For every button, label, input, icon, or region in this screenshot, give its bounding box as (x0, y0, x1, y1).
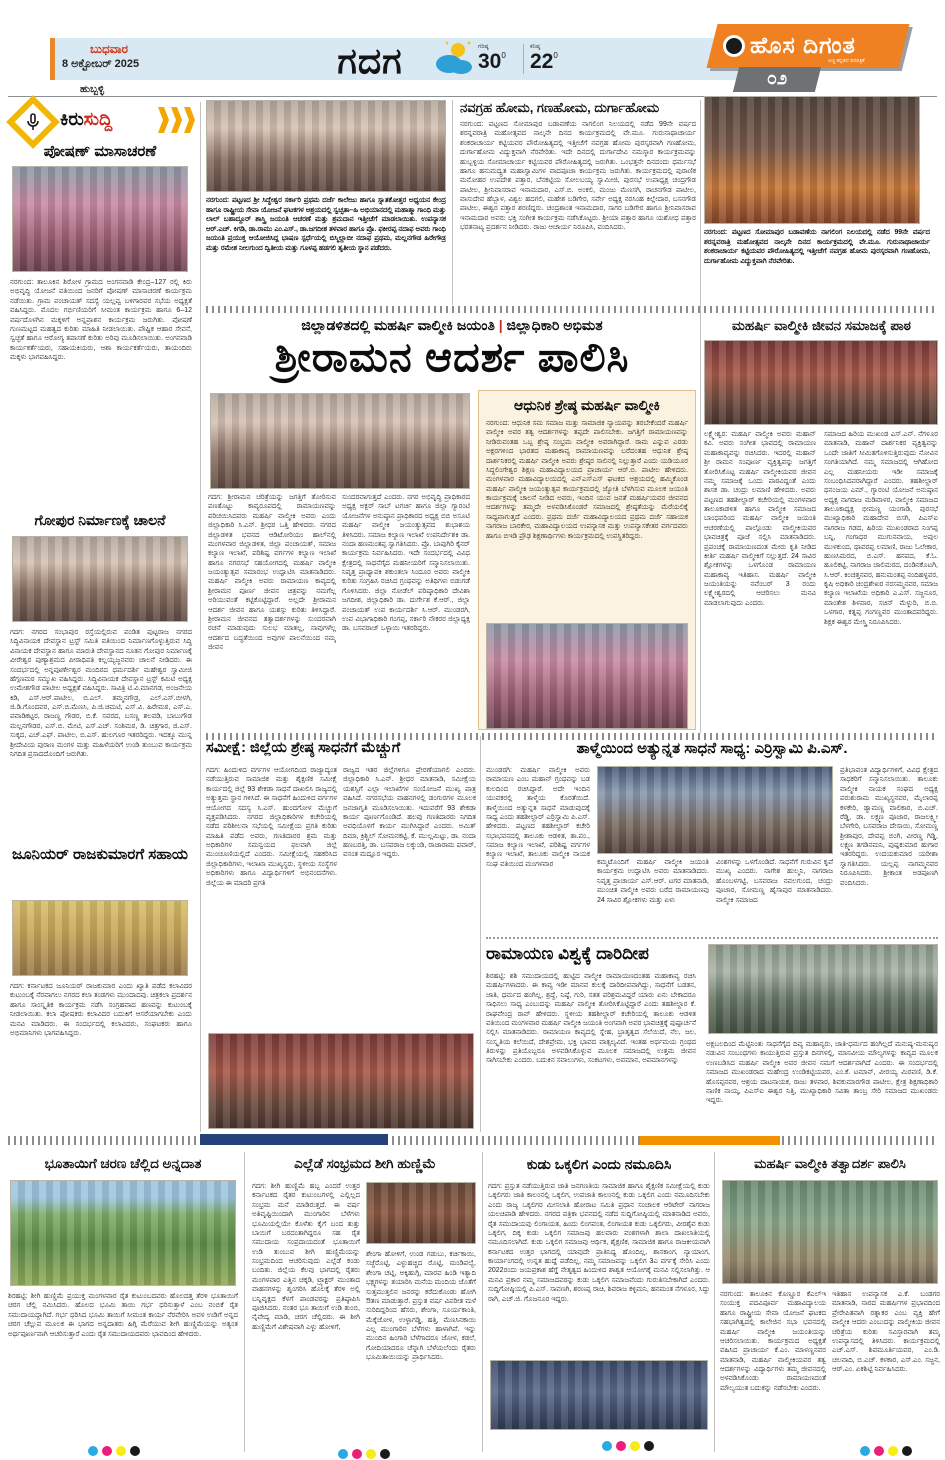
homa-photo-caption: ನರಗುಂದ: ಪಟ್ಟಣದ ಸೋಮಾಪುರ ಬಡಾವಣೆಯ ನಾಗಲಿಂಗ ನಿಲಯದಲ್ಲಿ ನಡೆದ 99ನೇ ವರ್ಷದ ಶರನ್ನವರಾತ್ರಿ ಮಹೋತ್ಸವದ ನಾಲ್ಕನೇ ದಿನದ ಕಾರ್ಯಕ್ರಮದಲ್ಲಿ ವೇ.ಮೂ. ಗುರುನಾಥಾಚಾರ್ಯ ಶಂಕರಾಚಾರ್ಯ ಕಟ್ಟಿಯವರ ಪೌರೋಹಿತ್ಯದಲ್ಲಿ ಇತ್ತೀಚೆಗೆ ನವಗ್ರಹ ಹೋಮ ಪುರಸ್ಕರವಾಗಿ ಗಣಹೋಮ, ದುರ್ಗಾಹೋಮ ವಿದ್ಯುಕ್ತವಾಗಿ ನೆರವೇರಿತು. (704, 229, 930, 265)
ramayana-headline: ರಾಮಾಯಣ ವಿಶ್ವಕ್ಕೆ ದಾರಿದೀಪ (486, 944, 649, 963)
weather-min-degree: 0 (553, 51, 558, 60)
junior-photo (12, 900, 188, 976)
weather-min-value: 22 (530, 50, 554, 73)
weather-min (530, 44, 572, 73)
ramayana-body: ಶಿರಹಟ್ಟಿ: ಶಶಿ ಸಮುದಾಯದಲ್ಲಿ ಹುಟ್ಟಿದ ವಾಲ್ಮೀಕಿ ರಾಮಾಯಣದಂತಹ ಮಹಾಕಾವ್ಯ ರಚಿಸಿ ಮಹರ್ಷಿಗಳಾದರು. ಈ ಕಾವ್ಯ ಇಡೀ ಮಾನವ ಕುಲಕ್ಕೆ ದಾರಿದೀಪವಾಗಿದ್ದು, ಸಾಧನೆಗೆ ಬಡತನ, ಜಾತಿ, ಧರ್ಮದ ಹಂಗಿಲ್ಲ, ಶ್ರದ್ಧೆ, ನಿಷ್ಠೆ, ಗುರಿ, ಸತತ ಪರಿಶ್ರಮವಿದ್ದರೆ ಯಾರು ಏನು ಬೇಕಾದರೂ ಸಾಧಿಸಲು ಸಾಧ್ಯ ಎಂಬುದನ್ನು ಮಹರ್ಷಿ ವಾಲ್ಮೀಕಿ ತೋರಿಸಿಕೊಟ್ಟಿದ್ದಾರೆ ಎಂದು ತಹಶೀಲ್ದಾರ ಕೆ. ರಾಘವೇಂದ್ರ ರಾವ್ ಹೇಳಿದರು. ಸ್ಥಳೀಯ ತಹಶೀಲ್ದಾರ್ ಕಚೇರಿಯಲ್ಲಿ ತಾಲೂಕು ಆಡಳಿತ ವತಿಯಿಂದ ಮಂಗಳವಾರ ಮಹರ್ಷಿ ವಾಲ್ಮೀಕಿ ಜಯಂತಿ ಅಂಗವಾಗಿ ಅವರ ಭಾವಚಿತ್ರಕ್ಕೆ ಪುಷ್ಪಾರ್ಚನೆ ಸಲ್ಲಿಸಿ ಮಾತನಾಡಿದರು. ರಾಮಾಯಣ ಕಾವ್ಯದಲ್ಲಿ ಸ್ನೇಹ, ಭ್ರಾತೃತ್ವದ ಸೆಲೆಯಿದೆ, ನೆಲ, ಜಲ, ಸಂಸ್ಕೃತಿಯ ಕಲೆಯಿದೆ, ದೇಶಪ್ರೇಮ, ಭಕ್ತಿ ಭಾವದ ವಾತ್ಸಲ್ಯವಿದೆ. ಇಂತಹ ಅರ್ಥಮಯ ಗ್ರಂಥದ ತಿರುಳನ್ನು ಪ್ರತಿಯೊಬ್ಬರೂ ಅಳವಡಿಸಿಕೊಳ್ಳುವ ಮೂಲಕ ಸಮಾಜದಲ್ಲಿ ಉತ್ತಮ ಜೀವನ ಸಾಗಿಸಬೇಕು ಎಂದರು. ಬದುಕಿನ ಸವಾಲುಗಳು, ಸಂಕಟಗಳು, ಅವಮಾನ, ಅಪಮಾನಗಳನ್ನು (486, 973, 696, 1065)
separator-top (206, 306, 938, 313)
bottom-rule-3 (714, 1152, 715, 1452)
black-dot-icon (644, 1441, 654, 1451)
cmyk-dots-2 (336, 1446, 392, 1460)
cmyk-dots-4 (858, 1443, 914, 1460)
kicker-divider: | (498, 317, 503, 333)
yellow-dot-icon (366, 1449, 376, 1459)
cyan-dot-icon (602, 1441, 612, 1451)
header (0, 0, 945, 98)
homa-headline: ನವಗ್ರಹ ಹೋಮ, ಗಣಹೋಮ, ದುರ್ಗಾಹೋಮ (460, 100, 660, 115)
poshan-photo (12, 166, 188, 272)
tatva-body-col2: ಇತಿಹಾಸ ಉಪನ್ಯಾಸಕ ಎ.ಕೆ. ಬಂಡಗರ ಮಾತನಾಡಿ, ನಾರದ ಮಹರ್ಷಿಗಳ ಪ್ರಭಾವದಿಂದ ಪ್ರೇರೇಪಿತವಾಗಿ ರತ್ನಾಕರ ಎಂಬ ವ್ಯಕ್ತಿ ಹೇಗೆ ವಾಲ್ಮೀಕಿ ಆದರು ಎಂಬುದನ್ನು ವಾಲ್ಮೀಕಿಯ ಜೀವನ ಚರಿತ್ರೆಯ ಕುರಿತು ಸವಿಸ್ತಾರವಾಗಿ ತಮ್ಮ ಉಪನ್ಯಾಸದಲ್ಲಿ ತಿಳಿಸಿದರು. ಕಾರ್ಯಕ್ರಮದಲ್ಲಿ ಎಚ್.ಎಸ್. ಶಿವಮೂರ್ತಿಯವರ, ಎಂ.ಡಿ. ಚಲವಾದಿ, ಬಿ.ಎಚ್. ಕಳಕಾರ, ಎಸ್.ಎಂ. ಸಜ್ಜನ, ಆರ್.ಎಂ. ಏಕಶಿಟ್ಟಿ ನಿರ್ವಹಿಸಿದರು. (832, 1291, 940, 1373)
homa-body: ನರಗುಂದ: ಪಟ್ಟಣದ ಸೋಮಾಪುರ ಬಡಾವಣೆಯ ನಾಗಲಿಂಗ ನಿಲಯದಲ್ಲಿ ನಡೆದ 99ನೇ ವರ್ಷದ ಶರನ್ನವರಾತ್ರಿ ಮಹೋತ್ಸವದ ನಾಲ್ಕನೇ ದಿನದ ಕಾರ್ಯಕ್ರಮದಲ್ಲಿ ವೇ.ಮೂ. ಗುರುನಾಥಾಚಾರ್ಯ ಶಂಕರಾಚಾರ್ಯ ಕಟ್ಟಿಯವರ ಪೌರೋಹಿತ್ಯದಲ್ಲಿ ಇತ್ತೀಚೆಗೆ ನವಗ್ರಹ ಹೋಮ ಪುರಸ್ಕರವಾಗಿ ಗಣಹೋಮ, ದುರ್ಗಾಹೋಮ ವಿದ್ಯುಕ್ತವಾಗಿ ನೆರವೇರಿತು. ಇದೇ ದಿನದಲ್ಲಿ ದುರ್ಗಾದೇವಿ ನಮಸ್ಕಾರ ಕಾರ್ಯಕ್ರಮವನ್ನು ಹುಬ್ಬಳ್ಳಿಯ ಸೋಮಾಚಾರ್ಯ ಕಟ್ಟಿಯವರ ಪೌರೋಹಿತ್ಯದಲ್ಲಿ ಜರುಗಿತು. ಒಂಭತ್ತನೇ ದಿನದಂದು ಧರ್ಮಸಭೆ ಹಾಗೂ ಹನುಮದ್ವ್ರತ ಮಹಾಸ್ವಾಮಿಗಳ ವಾದಪೂಜಾ ಕಾರ್ಯಕ್ರಮ ಜರುಗಿತು. ಕಾರ್ಯಕ್ರಮದಲ್ಲಿ ಪುರಾಣಿಕ ಮನೋಹರ ಉಪದೇಶ ಪತ್ತಾರ, ಬೆನಕಟ್ಟಿಯ ಸೋಲಬಯ್ಯ ಸ್ವಾಮೀಜಿ, ಪುರಸಭೆ ಉಪಾಧ್ಯಕ್ಷ ಚಂದ್ರಗೌಡ ಪಾಟೀಲ, ಶ್ರೀನಿವಾಸರಾವ ಇನಾಮದಾರ, ಎಸ್.ಬಿ. ಅಂಕಲಿ, ಮಂಜು ಮೆಣಸಗಿ, ರಾಚನಗೌಡ ಪಾಟೀಲ, ವಾಸುದೇವ ಹೆಬ್ಬಾಳ, ವಿಶ್ವಲ ಹದಗಲಿ, ಮಹೇಶ ಬಡಿಗೇರ, ಸರ್ವೇ ಅಧ್ಯಕ್ಷ ನರಸಿಂಹ ಕಿಲ್ಲೇದಾರ, ಬಸನಗೌಡ ಪಾಟೀಲ, ಈಶ್ವರ ಪತ್ತಾರ ಶರಣಿದ್ದರು. ಚಂದ್ರಶಾಂತ ಇನಾಮದಾರ, ಸಾಗರ ಬಡಿಗೇರ ಹಾಗೂ ಶ್ರೀನಿವಾಸರಾವ ಇನಾಮದಾರ ಅವರು ಭಕ್ತಿ ಸಂಗೀತ ಕಾರ್ಯಕ್ರಮ ನಡೆಸಿಕೊಟ್ಟರು. ಶ್ರೀಯಾ ಪತ್ತಾರ ಹಾಗೂ ಯಶೋಧ ಪತ್ತಾರ ಭರತನಾಟ್ಯ ಪ್ರದರ್ಶನ ನೀಡಿದರು. ರಾಜು ಆಚಾರ್ಯ ನಿರೂಪಿಸಿ, ವಂದಿಸಿದರು. (460, 121, 696, 232)
talme-body-below1: ಕಮ್ಮಟೊಂದಿಗೆ ಮಹರ್ಷಿ ವಾಲ್ಮೀಕಿ ಜಯಂತಿ ಕಾರ್ಯಕ್ರಮ ಉದ್ಘಾಟಿಸಿ ಅವರು ಮಾತನಾಡಿದರು. ನಿವೃತ್ತ ಪ್ರಾಚಾರ್ಯ ಎಸ್.ಆರ್. ಟಗರ ಮಾತನಾಡಿ, ಮುಂಚಿತ ವಾಲ್ಮೀಕಿ ಅವರು ಬರೆದ ರಾಮಾಯಣವು 24 ಸಾವಿರ ಶ್ಲೋಕಗಳು ಮತ್ತು ಏಳು (597, 859, 709, 904)
samikshe-body-col2: ರಾಜ್ಯದ ಇತರ ಜಿಲ್ಲೆಗಳಿಗೂ ಪ್ರೇರಣೆಯಾಗಲಿ ಎಂದರು. ಜಿಲ್ಲಾಧಿಕಾರಿ ಸಿ.ಎನ್. ಶ್ರೀಧರ ಮಾತನಾಡಿ, ಸಮೀಕ್ಷೆಯ ಯಶಸ್ಸಿಗೆ ಎಲ್ಲಾ ಇಲಾಖೆಗಳ ಸಂಯೋಜನೆ ಮುಖ್ಯ ಪಾತ್ರ ವಹಿಸಿದೆ. ನಗರಸಭೆಯ ವಾಹನಗಳಲ್ಲಿ ಡಂಗುರಗಳ ಮೂಲಕ ಜನಜಾಗೃತಿ ಮೂಡಿಸಲಾಯಿತು. ಇದುವರೆಗೆ 93 ಶೇಕಡಾ ಕಾರ್ಯ ಪೂರ್ಣಗೊಂಡಿದೆ. ಹಲವು ಗಣತಿದಾರರು ನಿಗದಿತ ಅವಧಿಯೊಳಗೆ ಕಾರ್ಯ ಮುಗಿಸಿದ್ದಾರೆ ಎಂದರು. ಅಮಿತ್ ದಿಮಾ, ಕ್ರಿಶ್ಚಿಲ್ ಸೋಮನಕಟ್ಟಿ, ಕೆ. ಮುಲ್ಲಮಿಟ್ಟು, ಡಾ. ನಂದಾ ಹಣಬರತ್ತಿ, ಡಾ. ಬಸವರಾಜ ಲಕ್ಕುಂಡಿ, ರಾಜಾರಾಮ ಪವಾರ್, ವಸಂತ ಮದ್ಲೂರ ಇದ್ದರು. (343, 767, 476, 859)
magenta-dot-icon (352, 1449, 362, 1459)
kiru-label-black: ಕಿರು (60, 109, 84, 129)
cyan-dot-icon (88, 1446, 98, 1456)
weather-max (478, 44, 520, 73)
bottom-rule-1 (244, 1152, 245, 1452)
samikshe-body-col1: ಗದಗ: ಹಿಂದುಳಿದ ವರ್ಗಗಳ ಆಯೋಗದಿಂದ ರಾಜ್ಯಾದ್ಯಂತ ನಡೆಯುತ್ತಿರುವ ಸಾಮಾಜಿಕ ಮತ್ತು ಶೈಕ್ಷಣಿಕ ಸಮೀಕ್ಷೆ ಕಾರ್ಯದಲ್ಲಿ ಜಿಲ್ಲೆ 93 ಶೇಕಡಾ ಸಾಧನೆ ದಾಖಲಿಸಿ ರಾಜ್ಯದಲ್ಲಿ ಅತ್ಯುತ್ತಮ ಸ್ಥಾನ ಗಳಿಸಿದೆ. ಈ ಸಾಧನೆಗೆ ಹಿಂದುಳಿದ ವರ್ಗಗಳ ಆಯೋಗದ ಸದಸ್ಯ ಸಿ.ಎಸ್. ಹುಂದಗೋಳ ಮೆಚ್ಚುಗೆ ವ್ಯಕ್ತಪಡಿಸಿದರು. ನಗರದ ಜಿಲ್ಲಾಧಿಕಾರಿಗಳ ಕಚೇರಿಯಲ್ಲಿ ನಡೆದ ಪರಿಶೀಲನಾ ಸಭೆಯಲ್ಲಿ ಸಮೀಕ್ಷೆಯ ಪ್ರಗತಿ ಕುರಿತು ಮಾಹಿತಿ ಪಡೆದ ಅವರು, ಗಣತಿದಾರರ ಶ್ರಮ ಮತ್ತು ಅಧಿಕಾರಿಗಳ ಸಮನ್ವಯದ ಫಲವಾಗಿ ಜಿಲ್ಲೆ ಮುಂಚೂಣಿಯಲ್ಲಿದೆ ಎಂದರು. ಸಮೀಕ್ಷೆಯಲ್ಲಿ ಸಹಕರಿಸಿದ ಜಿಲ್ಲಾಧಿಕಾರಿಗಳು, ಇಲಾಖಾ ಮುಖ್ಯಸ್ಥರು, ಸ್ಥಳೀಯ ಸಂಸ್ಥೆಗಳ ಅಧಿಕಾರಿಗಳು ಹಾಗೂ ವಿದ್ಯಾರ್ಥಿಗಳಿಗೆ ಅಭಿನಂದನೆಗಳು. ಜಿಲ್ಲೆಯ ಈ ಮಾದರಿ ಪ್ರಗತಿ (206, 767, 337, 887)
tatva-photo (722, 1180, 938, 1284)
black-dot-icon (380, 1449, 390, 1459)
page-title: ಗದಗ (337, 40, 403, 81)
adhunika-photo (486, 623, 688, 729)
separator-ramayana (486, 937, 938, 939)
magenta-dot-icon (616, 1441, 626, 1451)
yellow-dot-icon (630, 1441, 640, 1451)
main-body-col1: ಗದಗ: ಶ್ರೀರಾಮನ ಚರಿತ್ರೆಯನ್ನು ಜಗತ್ತಿಗೆ ತೋರಿಸುವ ಪಣತೊಟ್ಟು ಕಾವ್ಯರೂಪದಲ್ಲಿ ರಾಮಾಯಣವನ್ನು ಪರಿಚಯಿಸಿದವರು ಮಹರ್ಷಿ ವಾಲ್ಮೀಕಿ ಅವರು ಎಂದು ಜಿಲ್ಲಾಧಿಕಾರಿ ಸಿ.ಎನ್. ಶ್ರೀಧರ ಒತ್ತಿ ಹೇಳಿದರು. ನಗರದ ಜಿಲ್ಲಾಡಳಿತ ಭವನದ ಆಡಿಟೋರಿಯಂ ಹಾಲ್‌ನಲ್ಲಿ ಮಂಗಳವಾರ ಜಿಲ್ಲಾಡಳಿತ, ಜಿಲ್ಲಾ ಪಂಚಾಯತ್, ಸಮಾಜ ಕಲ್ಯಾಣ ಇಲಾಖೆ, ಪರಿಶಿಷ್ಟ ವರ್ಗಗಳ ಕಲ್ಯಾಣ ಇಲಾಖೆ ಹಾಗೂ ನಗರಸಭೆ ಸಹಯೋಗದಲ್ಲಿ ಮಹರ್ಷಿ ವಾಲ್ಮೀಕಿ ಜಯಂತ್ಯುತ್ಸವ ಸಮಾರಂಭ ಉದ್ಘಾಟಿಸಿ ಮಾತನಾಡಿದರು. ಮಹರ್ಷಿ ವಾಲ್ಮೀಕಿ ಅವರು ರಾಮಾಯಣ ಕಾವ್ಯದಲ್ಲಿ ಶ್ರೀರಾಮನ ಪೂರ್ಣ ಜೀವನ ಚಿತ್ರವನ್ನು ನಮಗೆಲ್ಲ ಅರಿಯುವಂತೆ ಕಟ್ಟಿಕೊಟ್ಟಿದ್ದಾರೆ. ಅಲ್ಲದೇ ಶ್ರೀರಾಮನ ಆದರ್ಶ ಜೀವನ ಹಾಗೂ ಯಶಸ್ಸು ಕುರಿತು ತಿಳಿಸಿದ್ದಾರೆ. ಶ್ರೀರಾಮನ ಜೀವನದ ತತ್ವಾದರ್ಶಗಳನ್ನು ಸುಂದರವಾಗಿ ರಚನೆ ಮಾಡುವುದು ಸುಲಭ ಮಾತಲ್ಲ, ನಾವುಗಳೆಲ್ಲ ಆದರ್ಶದ ಬದ್ಧತೆಯಿಂದ ಅವುಗಳ ಪಾಲನೆಯಿಂದ ನಮ್ಮ ಜೀವನ (208, 494, 336, 651)
separator-bottom-ticks (8, 1136, 937, 1145)
date-day: ಬುಧವಾರ (90, 42, 128, 56)
column-rule-left (200, 102, 201, 1132)
chevron-right-icon (184, 107, 195, 133)
talme-headline: ತಾಳ್ಮೆಯಿಂದ ಅತ್ಯುನ್ನತ ಸಾಧನೆ ಸಾಧ್ಯ: ಎರ್ರಿಸ್ವಾಮಿ ಪಿ.ಎಸ್. (576, 740, 848, 757)
talme-photo (597, 766, 833, 854)
cyan-dot-icon (860, 1446, 870, 1456)
kudu-photo (490, 1360, 708, 1430)
ramayana-caption: ಅಕ್ಷಬಲದಿಂದ ಮೆಟ್ಟಿನಿಂತು ಸಾಧನೆಗೈದ ದಿವ್ಯ ಮಹಾನ್ಯರು, ಜಾತಿ-ಧರ್ಮದ ಹಂಗಿಲ್ಲದೆ ಮನುಷ್ಯ-ಮನುಷ್ಯರ ನಡುವಿನ ಸಂಬಂಧಗಳು ಕಾಯುತ್ತಿರುವ ಪ್ರಸ್ತುತ ದಿನಗಳಲ್ಲಿ, ಮಾನವೀಯ ಮೌಲ್ಯಗಳನ್ನು ಕಾವ್ಯದ ಮೂಲಕ ಉಣಬಡಿಸಿದ ಮಹರ್ಷಿ ವಾಲ್ಮೀಕಿ ಅವರ ಜೀವನ ನಮಗೆ ಆದರ್ಶವಾಗಿದೆ ಎಂದರು. ಈ ಸಂದರ್ಭದಲ್ಲಿ ಸಮಾಜದ ಮುಖಂಡರಾದ ಮಹೇಂದ್ರ ಉಂಡಿಕಟ್ಟಿಯವರ, ಎಂ.ಕೆ. ಟಮಾನ್, ವೀರಯ್ಯ ಮಿರವಣಿ, ಡಿ.ಕೆ. ಹೊಸಪ್ಪನವರ, ಆಶ್ರಯ ದಾಟನಾಯಕ, ರಾಜು ತಳವಾರ, ಶಿವಕುಮಾರಗೌಡ ಪಾಟೀಲ, ಕ್ಷೇತ್ರ ಶಿಕ್ಷಣಾಧಿಕಾರಿ ನಾಣಿಕ ನಾಯ್ಕ, ಪಿಎಸ್ಐ ಈಶ್ವರ ನಿತ್ತಿ, ಮುಖ್ಯಾಧಿಕಾರಿ ಸವಿತಾ ತಾಂಬ್ರ ಸೇರಿ ಸಮಾಜದ ಮುಖಂಡರು ಇದ್ದರು. (706, 1041, 938, 1105)
kiru-suddi-banner (8, 103, 198, 139)
samikshe-photo (208, 1033, 474, 1129)
kudu-body: ಗದಗ: ಪ್ರಸ್ತುತ ನಡೆಯುತ್ತಿರುವ ಜಾತಿ ಜನಗಣತಿಯ ಸಾಮಾಜಿಕ ಹಾಗೂ ಶೈಕ್ಷಣಿಕ ಸಮೀಕ್ಷೆಯಲ್ಲಿ ಕುಡು ಒಕ್ಕಲಿಗರು ಜಾತಿ ಕಾಲಂನಲ್ಲಿ ಒಕ್ಕಲಿಗ, ಉಪಜಾತಿ ಕಾಲಂನಲ್ಲಿ ಕುಡು ಒಕ್ಕಲಿಗ ಎಂದು ನಮೂದಿಸಬೇಕು ಎಂದು ರಾಜ್ಯ ಒಕ್ಕಲಿಗರ ಮೀಸಲಾತಿ ಹೋರಾಟ ಸಮಿತಿ ಪ್ರಧಾನ ಸಂಚಾಲಕ ಆರಿಟೇರ್ ನಾಗರಾಜ ಯಲಚಿಪಾಡಿ ಹೇಳಿದರು. ನಗರದ ಪತ್ರಿಕಾ ಭವನದಲ್ಲಿ ನಡೆದ ಸುದ್ದಿಗೋಷ್ಠಿಯಲ್ಲಿ ಮಾತನಾಡಿದ ಅವರು, ರೈತ ಸಮುದಾಯವು ಲಿಂಗಾಯತ, ಹಿಂದು ಲಿಂಗವಂತ, ಲಿಂಗಾಯತ ಕುಡು ಒಕ್ಕಲಿಗರು, ವೀರಶೈವ ಕುಡು ಒಕ್ಕಲಿಗ, ದಿಕ್ಕ ಕುಡು ಒಕ್ಕಲಿಗ ಸಮಾಜವು ಹಲವಾರು ವಂಶಗಳಾಗಿ ಶಾಲಾ ದಾಖಲಾತಿಯಲ್ಲಿ ನಮೂದಿಸಲಾಗಿದೆ. ಕುಡು ಒಕ್ಕಲಿಗ ಸಮಾಜವು ಆರ್ಥಿಕ, ಶೈಕ್ಷಣಿಕ, ಸಾಮಾಜಿಕ ಹಾಗೂ ರಾಜಕೀಯವಾಗಿ ಕರ್ನಾಟಕದ ಉತ್ತರ ಭಾಗದಲ್ಲಿ ಯಾವುದೇ ಪ್ರಾತಿನಿಧ್ಯ ಹೊಂದಿಲ್ಲ, ಶಾಸಕಾಂಗ, ನ್ಯಾಯಾಂಗ, ಕಾರ್ಯಾಂಗದಲ್ಲಿ ಉನ್ನತ ಹುದ್ದೆ ಪಡೆದಿಲ್ಲ, ನಮ್ಮ ಸಮಾಜವನ್ನು ಒಕ್ಕಲಿಗ 3ಎ ವರ್ಗಕ್ಕೆ ಸೇರಿಸಿ ಎಂದು 2022ರಂದು ಜಯಪ್ರಕಾಶ ಹೆಗ್ಡೆ ನೇತೃತ್ವದ ಹಿಂದುಳಿದ ಶಾಶ್ವತ ಆಯೋಗಕ್ಕೆ ಮನವಿ ಸಲ್ಲಿಸಲಾಗಿತ್ತು. ಆ ಮನವಿ ಪ್ರಕಾರ ನಮ್ಮ ಸಮಾಜದವರನ್ನು ಕುಡು ಒಕ್ಕಲಿಗ ಸಮಾಜವೆಂದು ಗುರುತಿಸಬೇಕಾಗಿದೆ ಎಂದರು. ಸುದ್ದಿಗೋಷ್ಠಿಯಲ್ಲಿ ಪಿ.ಎಸ್. ಸಾವಣಗಿ, ಶರಣಪ್ಪ ರಾಚಿ, ಶಿವರಾಜ ಕಳ್ಳಿಮನಿ, ಹನಮಂತ ನೆಗಳೂರ, ಸಿದ್ದು ರಾಗಿ, ಎಚ್.ಜಿ. ಗೊಜನೂರ ಇದ್ದರು. (488, 1183, 710, 1303)
column-rule-topmid (452, 100, 453, 305)
seegi-body-col2: ಶೇಂಗಾ ಹೋಳಿಗೆ, ಉಂಡ ಗಡುಬು, ಕರ್ಚಿಕಾಯಿ, ಸಜ್ಜೆರೊಟ್ಟಿ, ಎಳ್ಳುಹಚ್ಚಿದ ರೊಟ್ಟಿ, ಮಂಡಿಪಲ್ಯೆ, ಶೇಂಗಾ ಚಟ್ನಿ, ಅಕ್ಕಿಹುಗ್ಗಿ, ಮಾರವ ಹಿಂಡಿ ಇತ್ಯಾದಿ ಭಕ್ಷ್ಯಗಳನ್ನು ತಯಾರಿಸಿ ಮನೆಯ ಮಂದಿಯ ಜೊತೆಗೆ ಸುತ್ತಮುತ್ತಲಿನ ಜನರನ್ನು ಕರೆದುಕೊಂಡು ಹೋಗಿ ಔತಣ ಮಾಡುತ್ತಾರೆ. ಪ್ರಸ್ತುತ ವರ್ಷ ವಿಪರೀತ ಮಳೆ ಸುರಿದಿದ್ದರಿಂದ ಹೆಸರು, ಶೇಂಗಾ, ಸೂರ್ಯಕಾಂತಿ, ಮೆಕ್ಕೆಜೋಳ, ಉಳ್ಳಾಗಡ್ಡಿ, ಹತ್ತಿ, ಮೆಣಸಿನಕಾಯಿ ಎಲ್ಲ ಮುಂಗಾರಿನ ಬೆಳೆಗಳು ಹಾಳಾಗಿವೆ. ಇನ್ನು ಮುಂದಿನ ಹಿಂಗಾರಿ ಬೆಳೆಗಾದರೂ ಜೋಳ, ಕಡಲೆ, ಗೋದಿಯಾದರೂ ಚೆನ್ನಾಗಿ ಬೆಳೆಯಲೆಂದು ರೈತರು ಭೂಮಿತಾಯಿಯನ್ನು ಪ್ರಾರ್ಥಿಸಿದರು. (366, 1251, 476, 1362)
chevron-right-icon (158, 107, 169, 133)
date-full: 8 ಅಕ್ಟೋಬರ್ 2025 (62, 58, 140, 70)
column-rule-right (700, 100, 701, 733)
yellow-dot-icon (116, 1446, 126, 1456)
gopura-body: ಗದಗ: ನಗರದ ಸಂಭಾಪುರ ರಸ್ತೆಯಲ್ಲಿರುವ ಪಂಡಿತ ಪುಟ್ಟರಾಜ ನಗರದ ಸಿದ್ಧಿವಿನಾಯಕ ದೇವಸ್ಥಾನ ಟ್ರಸ್ಟ್ ಸಮಿತಿ ವತಿಯಿಂದ ನಿರ್ಮಾಣಗೊಳ್ಳುತ್ತಿರುವ ಸಿದ್ಧಿ ವಿನಾಯಕ ದೇವಸ್ಥಾನ ಹಾಗೂ ಮಾರುತಿ ದೇವಸ್ಥಾನದ ನೂತನ ಗೋಪುರ ನಿರ್ಮಾಣಕ್ಕೆ ವೀರೇಶ್ವರ ಪುಣ್ಯಾಶ್ರಮದ ಪೀಠಾಧಿಪತಿ ಕಲ್ಲಯ್ಯಜ್ಜನವರು ಚಾಲನೆ ನೀಡಿದರು. ಈ ಸಂದರ್ಭದಲ್ಲಿ ಅನ್ನಪೂರ್ಣೇಶ್ವರ ಮಂದಿರದ ಧರ್ಮದರ್ಶಿ ಮಹೇಶ್ವರ ಸ್ವಾಮೀಜಿ ಹೆಗ್ಗಣಮಠ ಸಮ್ಮುಖ ವಹಿಸಿದ್ದರು. ಸಿದ್ಧಿವಿನಾಯಕ ದೇವಸ್ಥಾನ ಟ್ರಸ್ಟ್ ಕಮಿಟಿ ಅಧ್ಯಕ್ಷ ಉಮೇಶಗೌಡ ಪಾಟೀಲ ಅಧ್ಯಕ್ಷತೆ ವಹಿಸಿದ್ದರು. ಸಾವಿತ್ರಿ ಟಿ.ವಿ.ಮಾನಗಡ, ಅಂಜನೇಯ ಕಿಡಿ, ಎಸ್.ಆರ್.ಪಾಟೀಲ, ಬಿ.ಎಲ್. ತಮ್ಮನಗೌಡ್ರ, ಎಲ್.ಎಸ್.ಬೀಳಗಿ, ಜಿ.ಡಿ.ಗೊಂದವರ, ಎಸ್.ಬಿ.ಮೆಣಸಿ, ಪಿ.ಜಿ.ಚಿಮಟಿ, ಎಸ್.ವಿ. ಹಿರೇಮಠ, ಎಸ್.ಎ. ಪವಾಡಿಕಟ್ಟರ, ರಾಜಣ್ಣ ಗೌಡರ, ಬಿ.ಕೆ. ಸವರದ, ಬಸಣ್ಣ ಶಲವಡಿ, ಬಾಬುಗೌಡ ಮಲ್ಲನಗೌಡರ, ಎಸ್.ಬಿ. ಮೇಟಿ, ಎಸ್.ಎಚ್. ಸಂಶಿಮಠ, ಡಿ. ಚಿತ್ರಗಾರ, ಜಿ.ಎಸ್. ಸುಕ್ಕದ, ಎಚ್.ಎಫ್. ಪಾಟೀಲ, ಬಿ.ಎಸ್. ಹುಲಗೂರ ಇತರರಿದ್ದರು. ಇದಕ್ಕೂ ಮುನ್ನ ಶ್ರೀದೇವಿಯ ಪುರಾಣ ಮಂಗಳ ಮತ್ತು ಮಹಿಳೆಯರಿಗೆ ಉಂಡಿ ತುಂಬುವ ಕಾರ್ಯಕ್ರಮ ನಿಗದಿತ ಪ್ರಸಾದದೊಂದಿಗೆ ಜರುಗಿತು. (10, 629, 192, 758)
samikshe-headline: ಸಮೀಕ್ಷೆ: ಜಿಲ್ಲೆಯ ಶ್ರೇಷ್ಠ ಸಾಧನೆಗೆ ಮೆಚ್ಚುಗೆ (206, 740, 401, 756)
weather-divider (523, 44, 524, 74)
kiru-label-red: ಸುದ್ದಿ (83, 109, 113, 129)
black-dot-icon (902, 1446, 912, 1456)
bottom-rule-2 (482, 1152, 483, 1452)
college-photo (206, 100, 446, 192)
junior-body: ಗದಗ: ಕರ್ನಾಟಕದ ಜೂನಿಯರ್ ರಾಜಕುಮಾರ ಎಂದು ಖ್ಯಾತಿ ಪಡೆದ ಕಲಾವಿದರ ಕುಟುಂಬಕ್ಕೆ ನೆರವಾಗಲು ನಗರದ ಕಲಾ ತಂಡಗಳು ಮುಂದಾದವು. ಚಿತ್ರಕಲಾ ಪ್ರದರ್ಶನ ಹಾಗೂ ಸಾಂಸ್ಕೃತಿಕ ಕಾರ್ಯಕ್ರಮ ನಡೆಸಿ ಸಂಗ್ರಹವಾದ ಹಣವನ್ನು ಕುಟುಂಬಕ್ಕೆ ನೀಡಲಾಯಿತು. ಕಲಾ ಪೋಷಕರು ಕಲಾವಿದರ ಬದುಕಿಗೆ ಆಸರೆಯಾಗಬೇಕು ಎಂದು ಮನವಿ ಮಾಡಿದರು. ಈ ಸಂದರ್ಭದಲ್ಲಿ ಕಲಾವಿದರು, ಸಂಘಟಕರು ಹಾಗೂ ಅಭಿಮಾನಿಗಳು ಭಾಗವಹಿಸಿದ್ದರು. (10, 983, 192, 1037)
main-photo (210, 393, 470, 489)
separator-bottom-orange-bar (640, 1136, 780, 1145)
college-caption: ನರಗುಂದ: ಪಟ್ಟಣದ ಶ್ರೀ ಸಿದ್ಧೇಶ್ವರ ಸರ್ಕಾರಿ ಪ್ರಥಮ ದರ್ಜೆ ಕಾಲೇಜು ಹಾಗೂ ಸ್ನಾತಕೋತ್ತರ ಅಧ್ಯಯನ ಕೇಂದ್ರ ಹಾಗೂ ರಾಷ್ಟ್ರೀಯ ಸೇವಾ ಯೋಜನೆ ಘಟಕಗಳ ಆಶ್ರಯದಲ್ಲಿ ಸ್ವಚ್ಛತಾ–ಹಿ ಅಭಿಯಾನದಲ್ಲಿ ಮಹಾತ್ಮಾ ಗಾಂಧಿ ಮತ್ತು ಲಾಲ್ ಬಹಾದ್ದೂರ್ ಶಾಸ್ತ್ರಿ ಜಯಂತಿ ಆಚರಣೆ ಮತ್ತು ಶ್ರಮದಾನ ಇತ್ತೀಚೆಗೆ ಮಾಡಲಾಯಿತು. ಉಪನ್ಯಾಸಕ ಆರ್.ಎಚ್. ಕಿಗಡಿ, ಡಾ.ರಾಮು ಎಂ.ಎಸ್., ಡಾ.ಜಗದೀಶ ತಳವಾರ ಹಾಗೂ ಪ್ರೊ. ಫಕೀರಪ್ಪ ನದಾಫ ಅವರು ಗಾಂಧಿ ಜಯಂತಿ ಪ್ರಯುಕ್ತ ಆಯೋಜಿಸಿದ್ದ ಭಾಷಣ ಸ್ಪರ್ಧೆಯಲ್ಲಿ ಬಿಸ್ಮಿಲ್ಲಾಬೀ ನದಾಫ ಪ್ರಥಮ, ಮಲ್ಲನಗೌಡ ಹಿರೇಗೌಡ್ರ ಮತ್ತು ರಮೇಶ ನೀಲಗುಂದ ದ್ವಿತೀಯ ಮತ್ತು ಗೂಳಪ್ಪ ಹಡಗಲಿ ತೃತೀಯ ಸ್ಥಾನ ಪಡೆದರು. (206, 197, 446, 252)
magenta-dot-icon (874, 1446, 884, 1456)
poshan-body: ನರಗುಂದ: ತಾಲೂಕಿನ ಶಿರೋಳ ಗ್ರಾಮದ ಅಂಗನವಾಡಿ ಕೇಂದ್ರ–127 ರಲ್ಲಿ ಕಿರು ಅಭಿವೃದ್ಧಿ ಯೋಜನೆ ವತಿಯಿಂದ ಜನರಿಗೆ ಪೋಷಣ್ ಮಾಸಾಚರಣೆ ಕಾರ್ಯಕ್ರಮ ನಡೆಯಿತು. ಗ್ರಾಮ ಪಂಚಾಯತ್ ಸದಸ್ಯೆ ಯಲ್ಲವ್ವ ಬಳಿಗಾರವರ ಸಭೆಯ ಅಧ್ಯಕ್ಷತೆ ವಹಿಸಿದ್ದರು. ಮೊದಲ ಗರ್ಭಿಣಿಯರಿಗೆ ಸೀಮಂತ ಕಾರ್ಯಕ್ರಮ ಹಾಗೂ 6–12 ವರ್ಷದೊಳಗಿನ ಮಕ್ಕಳಿಗೆ ಅನ್ನಪ್ರಾಶನ ಕಾರ್ಯಕ್ರಮ ಜರುಗಿತು. ಪೋಷಣೆ ಗುಣಮಟ್ಟದ ಮಹತ್ವದ ಕುರಿತು ಮಾಹಿತಿ ನೀಡಲಾಯಿತು. ಪೌಷ್ಟಿಕ ಆಹಾರ ಸೇವನೆ, ಸ್ವಚ್ಛತೆ ಹಾಗೂ ಆರೋಗ್ಯ ತಪಾಸಣೆ ಕುರಿತು ಅರಿವು ಮೂಡಿಸಲಾಯಿತು. ಅಂಗನವಾಡಿ ಕಾರ್ಯಕರ್ತೆಯರು, ಸಹಾಯಕಿಯರು, ಆಶಾ ಕಾರ್ಯಕರ್ತೆಯರು, ತಾಯಂದಿರು ಮಕ್ಕಳು ಭಾಗವಹಿಸಿದ್ದರು. (10, 279, 192, 361)
junior-headline: ಜೂನಿಯರ್ ರಾಜಕುಮಾರಗೆ ಸಹಾಯ (12, 846, 188, 863)
bhutayi-headline: ಭೂತಾಯಿಗೆ ಚರಣ ಚೆಲ್ಲಿದ ಅನ್ನದಾತ (44, 1156, 202, 1171)
magenta-dot-icon (102, 1446, 112, 1456)
weather-max-degree: 0 (501, 51, 506, 60)
cmyk-dots-1 (86, 1443, 142, 1460)
masthead-globe-icon (722, 34, 746, 58)
adhunika-body: ನರಗುಂದ: ಆಧುನಿಕ ಸಮ ಸಮಾಜ ಮತ್ತು ಸಾಮಾಜಿಕ ನ್ಯಾಯವನ್ನು ತರಬೇಕೆಂದರೆ ಮಹರ್ಷಿ ವಾಲ್ಮೀಕಿ ಅವರ ತತ್ವ ಆದರ್ಶಗಳನ್ನು ತಪ್ಪದೇ ಪಾಲಿಸಬೇಕು. ಜಗತ್ತಿಗೆ ರಾಮಾಯಣವನ್ನು ನೀಡಿರುವಂತಹ ಒಬ್ಬ ಶ್ರೇಷ್ಠ ಸಂಭ್ರಮ ವಾಲ್ಮೀಕಿ ಅವರಾಗಿದ್ದಾರೆ. ರಾಮ ಎನ್ನುವ ಎರಡು ಅಕ್ಷರಗಳಿಂದ ಭಾರತದ ಮಹಾಕಾವ್ಯ ರಾಮಾಯಣವನ್ನು ಬರೆದಂತಹ ಆಧುನಿಕ ಶ್ರೇಷ್ಠ ದಾರ್ಶನಿಕರಲ್ಲಿ ಮಹರ್ಷಿ ವಾಲ್ಮೀಕಿ ಅವರು ಶ್ರೇಷ್ಠರ ಸಾಲಿನಲ್ಲಿ ನಿಲ್ಲುತ್ತಾರೆ ಎಂದು ಯಡಿಯೂರ ಸಿದ್ಧಲಿಂಗೇಶ್ವರ ಶಿಕ್ಷಣ ಮಹಾವಿದ್ಯಾಲಯದ ಪ್ರಾಚಾರ್ಯ ಆರ್.ಬಿ. ಪಾಟೀಲ ಹೇಳಿದರು. ಮಂಗಳವಾರ ಮಹಾವಿದ್ಯಾಲಯದಲ್ಲಿ ಎನ್‌ಎಸ್‌ಎಸ್ ಘಟಕದ ಆಶ್ರಯದಲ್ಲಿ ಹಮ್ಮಿಕೊಂಡ ಮಹರ್ಷಿ ವಾಲ್ಮೀಕಿ ಜಯಂತ್ಯುತ್ಸವ ಕಾರ್ಯಕ್ರಮದಲ್ಲಿ ಜ್ಯೋತಿ ಬೆಳಗಿಸುವ ಮೂಲಕ ಜಯಂತಿ ಕಾರ್ಯಕ್ರಮಕ್ಕೆ ಚಾಲನೆ ನೀಡಿದ ಅವರು, ಇಂದಿನ ಯುವ ಜನತೆ ಮಹರ್ಷಿಯವರ ಜೀವನದ ಆದರ್ಶಗಳನ್ನು ತಮ್ಮದೇ ಅಳವಡಿಸಿಕೊಂಡರೆ ಸಮಾಜದಲ್ಲಿ ಶ್ರೇಷ್ಠತೆಯನ್ನು ಮೆರೆಯಲಿಕ್ಕೆ ಸಾಧ್ಯವಾಗುತ್ತದೆ ಎಂದರು. ಪ್ರಥಮ ದರ್ಜೆ ಮಹಾವಿದ್ಯಾಲಯದ ಪ್ರಥಮ ದರ್ಜೆ ಸಹಾಯಕ ನಾಗರಾಜ ಬಾರಕೇರ, ಮಹಾವಿದ್ಯಾಲಯದ ಉಪನ್ಯಾಸಕ ಮತ್ತು ಉಪನ್ಯಾಸಕೇತರ ವರ್ಗದವರು ಹಾಗೂ ಬಿಇಡಿ ಪ್ರೌಢ ಶಿಕ್ಷಣಾರ್ಥಿಗಳು ಕಾರ್ಯಕ್ರಮದಲ್ಲಿ ಉಪಸ್ಥಿತರಿದ್ದರು. (486, 420, 688, 540)
main-kicker (206, 317, 698, 334)
weather-max-label: ಗರಿಷ್ಠ (478, 44, 489, 50)
weather-min-label: ಕನಿಷ್ಠ (530, 44, 541, 50)
adhunika-headline: ಆಧುನಿಕ ಶ್ರೇಷ್ಠ ಮಹರ್ಷಿ ವಾಲ್ಮೀಕಿ (514, 397, 660, 413)
masthead-tagline: ಅಚ್ಚ ಕನ್ನಡದ ದಿನಪತ್ರಿಕೆ (828, 58, 865, 64)
cmyk-dots-3 (600, 1438, 656, 1456)
jeevana-body-col1: ಲಕ್ಷ್ಮೇಶ್ವರ: ಮಹರ್ಷಿ ವಾಲ್ಮೀಕಿ ಅವರು ಮಹಾನ್ ಕವಿ. ಅವರು ಸಂಗೀತ ಭಾವದಲ್ಲಿ ರಾಮಾಯಣ ಮಹಾಕಾವ್ಯವನ್ನು ರಚಿಸಿದರು. ಇದರಲ್ಲಿ ಮಹಾನ್ ಶ್ರೀ ರಾಮನ ಸಂಪೂರ್ಣ ವ್ಯಕ್ತಿತ್ವವನ್ನು ಜಗತ್ತಿಗೆ ತೋರಿಸಿಕೊಟ್ಟ ಮಹರ್ಷಿ ವಾಲ್ಮೀಕಿಯವರ ಜೀವನ ನಮ್ಮ ಸಮಾಜಕ್ಕೆ ಒಂದು ಪಾಠವಿದ್ದಂತೆ ಎಂದು ಶಾಸಕ ಡಾ. ಚಂದ್ರು ಲಮಾಣಿ ಹೇಳಿದರು. ಅವರು ಪಟ್ಟಣದ ತಹಶೀಲ್ದಾರ್ ಕಚೇರಿಯಲ್ಲಿ ಮಂಗಳವಾರ ತಾಲೂಕಾಡಳಿತ ಹಾಗೂ ವಾಲ್ಮೀಕಿ ಸಮಾಜದ ಬಾಂಧವರಿಂದ ಮಹರ್ಷಿ ವಾಲ್ಮೀಕಿ ಜಯಂತಿ ಆಚರಣೆಯಲ್ಲಿ ಪಾಲ್ಗೊಂಡು ವಾಲ್ಮೀಕಿಯವರ ಭಾವಚಿತ್ರಕ್ಕೆ ಪೂಜೆ ಸಲ್ಲಿಸಿ ಮಾತನಾಡಿದರು. ಪ್ರಪಂಚಕ್ಕೆ ರಾಮಾಯಣದಂತ ಮೇರು ಕೃತಿ ನೀಡಿದ ಕೀರ್ತಿ ಮಹರ್ಷಿ ವಾಲ್ಮೀಕಿಗೆ ಸಲ್ಲುತ್ತದೆ. 24 ಸಾವಿರ ಶ್ಲೋಕಗಳನ್ನು ಒಳಗೊಂಡ ರಾಮಾಯಣ ಮಹಾಕಾವ್ಯ ಇತಿಹಾಸ. ಮಹರ್ಷಿ ವಾಲ್ಮೀಕಿ ಜಯಂತಿಯನ್ನು ನವೆಂಬರ್ 3 ರಂದು ಲಕ್ಷ್ಮೇಶ್ವರದಲ್ಲಿ ಆಚರಿಸಲು ಮನವಿ ಮಾಡಲಾಗುವುದು ಎಂದರು. (704, 431, 816, 607)
gopura-headline: ಗೋಪುರ ನಿರ್ಮಾಣಕ್ಕೆ ಚಾಲನೆ (34, 512, 166, 528)
chevron-right-icon (171, 107, 182, 133)
jeevana-photo (704, 340, 938, 425)
yellow-dot-icon (888, 1446, 898, 1456)
talme-body-below2: ವಿಂಶಗಳನ್ನು ಒಳಗೊಂಡಿದೆ. ಸಾಧನೆಗೆ ಗುರುವಿನ ಕೃಪೆ ಮುಖ್ಯ ಎಂದರು. ನಾಗೇಶ ಹುಲ್ಮನಿ, ನಾಗರಾಜ ಹೊಂಬಳಗಟ್ಟಿ, ಬಸವರಾಜ ನವಲಗುಂದ, ಚಂದ್ರು ಪೂಜಾರ, ಸೋಮಣ್ಣ ಹೈಸಾಪುರ ಮಾತನಾಡಿದರು. ವಾಲ್ಮೀಕಿ ಸಮಾಜದ (716, 859, 833, 904)
talme-body-right: ಪ್ರತಿಭಾವಂತ ವಿದ್ಯಾರ್ಥಿಗಳಿಗೆ, ವಿವಿಧ ಕ್ಷೇತ್ರದ ಸಾಧಕರಿಗೆ ಸನ್ಮಾನಿಸಲಾಯಿತು. ತಾಲೂಕು ವಾಲ್ಮೀಕಿ ನಾಯಕ ಸಂಘದ ಅಧ್ಯಕ್ಷ ಪರುಶುರಾಮ ಮುಖ್ಯಸ್ಥನವರ, ಮೈಲಾರಪ್ಪ ಕಳಕೇರಿ, ಡ್ಯಾಮಣ್ಣ ವಾಲಿಕಾರ, ಬಿ.ಎಚ್. ರೆಡ್ಡಿ, ಡಾ. ಲಕ್ಷ್ಮಣ ಪೂಜಾರ, ರಾಜಲಕ್ಷ್ಮೀ ಬೆಳಗೇರಿ, ಬಸವರಾಜ ದೇಸಾಯಿ, ಸೋಮಣ್ಣ ಶ್ರೀಶಾಪುರ, ದೇವಪ್ಪ ಬಿಂಗಿ, ವೀರಣ್ಣ ಗಿಡ್ಡಿ, ಲಕ್ಷ್ಮಣ ತಗಡಿನಮನಿ, ಪುಷ್ಪಕುಮಾರ ಹುಗಾರ ಇತರರಿದ್ದರು. ಉದಯಕುಮಾರ ಯರೀಶಾ ಸ್ವಾಗತಿಸಿದರು. ಯಲ್ಲಪ್ಪ ನಾಗಮ್ಮನವರ ನಿರೂಪಿಸಿದರು. ಶ್ರೀಕಾಂತ ಅಡಪೂಣಗಿ ವಂದಿಸಿದರು. (840, 767, 938, 887)
column-rule-mid (480, 736, 481, 1132)
edition-city: ಹುಬ್ಬಳ್ಳಿ (80, 84, 105, 95)
seegi-body-col1: ಗದಗ: ಶೀಗಿ ಹುಣ್ಣಿಮೆ ಹಬ್ಬ ಎಂದರೆ ಉತ್ತರ ಕರ್ನಾಟಕದ ರೈತರ ಕುಟುಂಬಗಳಲ್ಲಿ ಎಲ್ಲಿಲ್ಲದ ಸಂಭ್ರಮ ಮನೆ ಮಾಡಿರುತ್ತದೆ. ಈ ವರ್ಷ ಅತಿವೃಷ್ಟಿಯಿಂದಾಗಿ ಮುಂಗಾರಿನ ಬೆಳೆಗಳು ಭೂಮಿಯಲ್ಲಿಯೇ ಕೊಳೆತು ಕೈಗೆ ಬಂದ ತುತ್ತು ಬಾಯಿಗೆ ಬರದಂತಾಗಿದ್ದರೂ ಸಹ ರೈತ ಸಮುದಾಯ ಸಂಪ್ರದಾಯದಂತೆ ಭೂತಾಯಿಗೆ ಉಡಿ ತುಂಬುವ ಶೀಗಿ ಹುಣ್ಣಿಮೆಯನ್ನು ಸಂಭ್ರಮದಿಂದ ಆಚರಿಸುವುದು ಎಲ್ಲೆಡೆ ಕಂಡು ಬಂದಿತು. ಜಿಲ್ಲೆಯ ಕೆಲವು ಭಾಗದಲ್ಲಿ ರೈತರು ಮಂಗಳವಾರ ಎತ್ತಿನ ಚಕ್ಕಡಿ, ಟ್ರ್ಯಾಕ್ಟರ್ ಮುಂತಾದ ವಾಹನಗಳನ್ನು ಶೃಂಗರಿಸಿ ಹೊಲಕ್ಕೆ ತೆರಳಿ ಅಲ್ಲಿ ಬನ್ನಿವೃಕ್ಷದ ಕೆಳಗೆ ಪಾಂಡವರನ್ನು ಪ್ರತಿಷ್ಠಾಪಿಸಿ ಪೂಜಿಸಿದರು. ನಂತರ ಭೂ ತಾಯಿಗೆ ಉಡಿ ತುಂಬಿ, ನೈವೇದ್ಯ ಮಾಡಿ, ಚರಗ ಚೆಲ್ಲಿದರು. ಈ ಶೀಗಿ ಹುಣ್ಣಿಮೆಗೆ ವಿಶೇಷವಾಗಿ ಎಳ್ಳು ಹೋಳಿಗೆ, (252, 1183, 360, 1331)
bhutayi-body: ಶಿರಹಟ್ಟಿ: ಶೀಗಿ ಹುಣ್ಣಿಮೆ ಪ್ರಯುಕ್ತ ಮಂಗಳವಾರ ರೈತ ಕುಟುಂಬದವರು ಹೊಲದತ್ತ ತೆರಳಿ ಭೂತಾಯಿಗೆ ಚರಗ ಚೆಲ್ಲಿ ನಮಿಸಿದರು. ಹೊಲದ ಭೂಮಿ ತಾಯಿ ಗರ್ಭ ಧರಿಸುತ್ತಾಳೆ ಎಂಬ ನಂಬಿಕೆ ರೈತ ಸಮುದಾಯದ್ದಾಗಿದೆ. ಗರ್ಭ ಧರಿಸಿದ ಭೂಮಿ ತಾಯಿಗೆ ಸೀಮಂತ ಕಾರ್ಯ ನೆರವೇರಿಸಿ ಅವಳ ಉಡಿಗೆ ಅನ್ನದ ಚರಗ ಚೆಲ್ಲುವ ಮೂಲಕ ಈ ಭಾಗದ ಅನ್ನದಾತರು ಹಿಗ್ಗಿ ಮೆರೆಯುವ ಶೀಗಿ ಹುಣ್ಣಿಮೆಯನ್ನು ಅತ್ಯಂತ ಅರ್ಥಪೂರ್ಣವಾಗಿ ಆಚರಿಸುತ್ತಾರೆ ಎಂದು ರೈತ ಸಮುದಾಯದವರು ಭಾವದಿಂದ ಹೇಳಿದರು. (8, 1293, 238, 1338)
main-body-col2: ಸುಂದರವಾಗುತ್ತದೆ ಎಂದರು. ನಗರ ಅಭಿವೃದ್ಧಿ ಪ್ರಾಧಿಕಾರದ ಅಧ್ಯಕ್ಷ ಅಕ್ಬರ್ ಸಾಬ್ ಟಗರ್ಚಿ ಹಾಗೂ ಜಿಲ್ಲಾ ಗ್ಯಾರಂಟಿ ಯೋಜನೆಗಳ ಅನುಷ್ಠಾನ ಪ್ರಾಧಿಕಾರದ ಅಧ್ಯಕ್ಷ ಬಿಬಿ ಅಸೂಟಿ ಮಹರ್ಷಿ ವಾಲ್ಮೀಕಿ ಜಯಂತ್ಯುತ್ಸವದ ಶುಭಾಶಯ ತಿಳಿಸಿದರು. ಸಮಾಜ ಕಲ್ಯಾಣ ಇಲಾಖೆ ಉಪನಿರ್ದೇಶಕಿ ಡಾ. ನಂದಾ ಹಣಮಂತಪ್ಪ ಸ್ವಾಗತಿಸಿದರು. ಪ್ರೊ. ಬಾಪುಗಿರಿ ಕೈನರ್ ಕಾರ್ಯಕ್ರಮ ನಿರ್ವಹಿಸಿದರು. ಇದೇ ಸಂದರ್ಭದಲ್ಲಿ ವಿವಿಧ ಕ್ಷೇತ್ರದಲ್ಲಿ ಸಾಧನೆಗೈದ ಮಹನೀಯರಿಗೆ ಸನ್ಮಾನಿಸಲಾಯಿತು. ನಿವೃತ್ತ ಪ್ರಾಧ್ಯಾಪಕಿ ಶಕುಂತಲಾ ಸಿಂದೂರ ಅವರು ವಾಲ್ಮೀಕಿ ಕುರಿತು ಸಂಗ್ರಹಿಸಿ ರಚಿಸಿದ ಗ್ರಂಥವನ್ನು ಅತಿಥಿಗಳು ಬಿಡುಗಡೆ ಗೊಳಿಸಿದರು. ಜಿಲ್ಲಾ ನೋಡೆಲ್ ಪರಿಷ್ಕಾಧಿಕಾರಿ ದೇವಿಶಾ ಜಗದೀಶ, ಜಿಲ್ಲಾಧಿಕಾರಿ ಡಾ. ದುರ್ಗೇಶ ಕೆ.ಆರ್., ಜಿಲ್ಲಾ ಪಂಚಾಯತ್ ಉಪ ಕಾರ್ಯದರ್ಶಿ ಸಿ.ಆರ್. ಮುಂಡರಗಿ, ಉಪ ವಿಭಾಗಾಧಿಕಾರಿ ಗಂಗಪ್ಪ, ಸರ್ಕಾರಿ ನೌಕರರ ಜಿಲ್ಲಾಧ್ಯಕ್ಷ ಡಾ. ಬಸವರಾಜ್ ಒಳ್ಳಾಯಿ ಇತರರಿದ್ದರು. (342, 494, 470, 633)
separator-mid (206, 733, 938, 740)
kiru-suddi-label (60, 109, 112, 130)
ramayana-photo (708, 944, 938, 1034)
separator-bottom-blue-bar (200, 1134, 388, 1145)
weather-max-value: 30 (478, 50, 502, 73)
seegi-photo (366, 1182, 476, 1244)
jeevana-body-col2: ಸಮಾಜದ ಹಿರಿಯ ಮುಖಂಡ ಎಸ್.ಎನ್. ನೆಗಳೂರ ಮಾತನಾಡಿ, ಮಹಾನ್ ದಾರ್ಶನಿಕರ ವ್ಯಕ್ತಿತ್ವವನ್ನು ಒಂದೇ ಜಾತಿಗೆ ಸೀಮಿತಗೊಳಿಸುತ್ತಿರುವುದು ನೋವಿನ ಸಂಗತಿಯಾಗಿದೆ. ನಮ್ಮ ಸಮಾಜದಲ್ಲಿ ಆಗಿಹೋದ ಎಲ್ಲ ಮಹನೀಯರು ಇಡೀ ಸಮಾಜಕ್ಕೆ ಸಂಬಂಧಿಸಿದವರಾಗಿದ್ದಾರೆ ಎಂದರು. ತಹಶೀಲ್ದಾರ್ ಧನಂಜಯ ಎಮ್., ಗ್ಯಾರಂಟಿ ಯೋಜನೆ ಅನುಷ್ಠಾನ ಅಧ್ಯಕ್ಷ ನಾಗರಾಜ ಮಡಿವಾಳರ, ವಾಲ್ಮೀಕಿ ಸಮಾಜದ ತಾಲೂಕಾಧ್ಯಕ್ಷ ಭೀಮಣ್ಣ ಯಂಗಾಡಿ, ಪುರಸಭೆ ಮುಖ್ಯಾಧಿಕಾರಿ ಮಹಾದೇವ ಬಿಸಗಿ, ಪಿಎಸ್ಐ ನಾಗರಾಜ ಗಡದ, ಹಿರಿಯ ಮುಖಂಡರಾದ ನಿಂಗಪ್ಪ ಬನ್ನಿ, ಗಂಗಾಧರ ಮುಗುನವಾಯ, ಅಪುಲ ಮುಳಕುಂದ, ಥಾವರಪ್ಪ ಲಮಾಣಿ, ರಾಜು ಓಲೇಕಾರ, ಹುಣಸಿಮರದ, ಬಿ.ಎಸ್. ಹನಪದ, ಕೆ.ಓ. ಹೂಲಿಕಟ್ಟಿ, ನಾಗರಾಜ ಜಾಲಿಮರದ, ದಂಡಿನಕೊಟಗಿ, ಸಿ.ಆರ್. ಕಿಂಚತ್ತನವರ, ಹನುಮಂತಪ್ಪ ನಂದಿಹಳ್ಳವರ, ಕೃಷಿ ಅಧಿಕಾರಿ ಚಂದ್ರಶೇಖರ ನರಸಮ್ಮನವರ, ಸಮಾಜ ಕಲ್ಯಾಣ ಇಲಾಖೆಯ ಅಧಿಕಾರಿ ಎ.ಎಸ್. ಸಜ್ಜನೂರ, ಮಾಂತೇಶ ಶಿಳವಾರ, ಸಚಿನ್ ಮೆಳ್ಳುರಿ, ಬಿ.ಬಿ. ಒಳಗಾರ, ಕತ್ನಪ್ಪ ಗಂಗಣ್ಣವರ ಮುಂತಾದವರಿದ್ದರು. ಶಿಕ್ಷಕ ಈಶ್ವರ ಮೇಸ್ತ್ರಿ ನಿರೂಪಿಸಿದರು. (824, 431, 938, 626)
gopura-photo (12, 536, 188, 622)
poshan-headline: ಪೋಷಣ್ ಮಾಸಾಚರಣೆ (43, 143, 157, 160)
weather-icon (432, 40, 474, 76)
bhutayi-photo (10, 1180, 236, 1286)
main-kicker-right: ಜಿಲ್ಲಾಧಿಕಾರಿ ಅಭಿಮತ (506, 317, 603, 333)
masthead-name: ಹೊಸ ದಿಗಂತ (750, 32, 856, 58)
kudu-headline: ಕುಡು ಒಕ್ಕಲಿಗ ಎಂದು ನಮೂದಿಸಿ (526, 1156, 672, 1172)
black-dot-icon (130, 1446, 140, 1456)
homa-photo (704, 96, 920, 224)
main-kicker-left: ಜಿಲ್ಲಾಡಳಿತದಲ್ಲಿ ಮಹರ್ಷಿ ವಾಲ್ಮೀಕಿ ಜಯಂತಿ (301, 317, 495, 333)
mic-hand-icon (22, 111, 44, 133)
adhunika-box (478, 390, 696, 730)
jeevana-headline: ಮಹರ್ಷಿ ವಾಲ್ಮೀಕಿ ಜೀವನ ಸಮಾಜಕ್ಕೆ ಪಾಠ (732, 318, 911, 333)
tatva-headline: ಮಹರ್ಷಿ ವಾಲ್ಮೀಕಿ ತತ್ವಾದರ್ಶ ಪಾಲಿಸಿ (754, 1156, 906, 1171)
page-number: ೦೨ (766, 68, 788, 88)
seegi-headline: ಎಲ್ಲೆಡೆ ಸಂಭ್ರಮದ ಶೀಗಿ ಹುಣ್ಣಿಮೆ (294, 1156, 436, 1171)
talme-body-left: ಮುಂಡರಗಿ: ಮಹರ್ಷಿ ವಾಲ್ಮೀಕಿ ಅವರು ರಾಮಾಯಣ ಎಂಬ ಮಹಾನ್ ಗ್ರಂಥವನ್ನು ಬಡ ಕುಲದಿಂದ ರಚಿಸಿದ್ದಾರೆ. ಅದೇ ಇಂದಿನ ಯುವಕರಲ್ಲಿ ತಾಳ್ಮೆಯ ಕೊರತೆಯಿದೆ. ತಾಳ್ಮೆಯಿಂದ ಅತ್ಯುನ್ನತ ಸಾಧನೆ ಮಾಡುವುದಕ್ಕೆ ಸಾಧ್ಯ ಎಂದು ತಹಶೀಲ್ದಾರ್ ಎರ್ರಿಸ್ವಾಮಿ ಪಿ.ಎಸ್. ಹೇಳಿದರು. ಪಟ್ಟಣದ ತಹಶೀಲ್ದಾರ್ ಕಚೇರಿ ಸಭಾಭವನದಲ್ಲಿ ತಾಲೂಕು ಆಡಳಿತ, ತಾ.ಪಂ., ಸಮಾಜ ಕಲ್ಯಾಣ ಇಲಾಖೆ, ಪರಿಶಿಷ್ಟ ವರ್ಗಗಳ ಕಲ್ಯಾಣ ಇಲಾಖೆ, ತಾಲೂಕು ವಾಲ್ಮೀಕಿ ನಾಯಕ ಸಂಘ ವತಿಯಿಂದ ಮಂಗಳವಾರ (486, 767, 590, 868)
main-headline: ಶ್ರೀರಾಮನ ಆದರ್ಶ ಪಾಲಿಸಿ (274, 334, 630, 380)
cyan-dot-icon (338, 1449, 348, 1459)
tatva-body-col1: ನರಗುಂದ: ತಾಲೂಕಿನ ಕೊಣ್ಣೂರ ಕೆಎಲ್ಇ ಸಂಯುಕ್ತ ಪದವಿಪೂರ್ವ ಮಹಾವಿದ್ಯಾಲಯ ಹಾಗೂ ರಾಷ್ಟ್ರೀಯ ಸೇವಾ ಯೋಜನೆ ಘಟಕದ ಸಹಭಾಗಿತ್ವದಲ್ಲಿ ಕಾಲೇಜಿನ ಸಭಾ ಭವನದಲ್ಲಿ ಮಹರ್ಷಿ ವಾಲ್ಮೀಕಿ ಜಯಂತಿಯನ್ನು ಆಚರಿಸಲಾಯಿತು. ಕಾರ್ಯಕ್ರಮದ ಅಧ್ಯಕ್ಷತೆ ವಹಿಸಿದ ಪ್ರಾಚಾರ್ಯ ಕೆ.ಎಂ. ಮಾಳಣ್ಣನವರ ಮಾತನಾಡಿ, ಮಹರ್ಷಿ ವಾಲ್ಮೀಕಿಯವರ ತತ್ವ ಆದರ್ಶಗಳನ್ನು ವಿದ್ಯಾರ್ಥಿಗಳು ತಮ್ಮ ಜೀವನದಲ್ಲಿ ಅಳವಡಿಸಿಕೊಂಡು ರಾಮಾಯಣದಂತೆ ಮೌಲ್ಯಯುತ ಬದುಕನ್ನು ನಡೆಸಬೇಕು ಎಂದರು. (720, 1291, 826, 1392)
kiru-chevrons (156, 107, 195, 138)
